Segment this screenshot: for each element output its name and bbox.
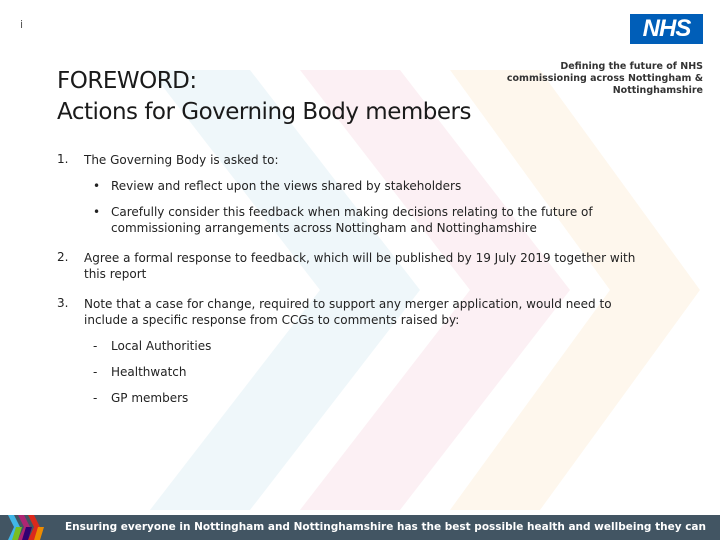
tagline-line: Defining the future of NHS (560, 61, 703, 72)
footer-bar (0, 515, 720, 540)
dash-text: GP members (111, 391, 189, 405)
dash-icon: - (93, 365, 98, 379)
item-text: The Governing Body is asked to: (84, 153, 279, 167)
tagline-line: Nottinghamshire (612, 85, 703, 96)
bullet-icon: • (93, 179, 101, 193)
item-number: 2. (57, 250, 69, 264)
page-marker: i (20, 18, 24, 31)
dash-text: Local Authorities (111, 339, 212, 353)
item-text: Agree a formal response to feedback, which will be published by 19 July 2019 together with this report (84, 251, 636, 281)
title-line: Actions for Governing Body members (57, 99, 471, 125)
bullet-icon: • (93, 205, 101, 219)
footer-slogan: Ensuring everyone in Nottingham and Nottinghamshire has the best possible health and wellbeing they can (64, 521, 706, 533)
title-line: FOREWORD: (57, 68, 197, 94)
dash-icon: - (93, 339, 98, 353)
bullet-text: Carefully consider this feedback when making decisions relating to the future of commissioning arrangements across Nottingham and Nottinghamshire (111, 205, 593, 235)
chevron-logo-icon (6, 515, 56, 540)
tagline (483, 61, 703, 97)
item-number: 3. (57, 296, 69, 310)
nhs-logo: NHS (630, 14, 703, 44)
item-text: Note that a case for change, required to support any merger application, would need to include a specific response from CCGs to comments raised by: (84, 297, 612, 327)
dash-icon: - (93, 391, 98, 405)
dash-text: Healthwatch (111, 365, 187, 379)
page-title (57, 66, 471, 128)
item-number: 1. (57, 152, 69, 166)
bullet-text: Review and reflect upon the views shared by stakeholders (111, 179, 462, 193)
tagline-line: commissioning across Nottingham & (506, 73, 703, 84)
